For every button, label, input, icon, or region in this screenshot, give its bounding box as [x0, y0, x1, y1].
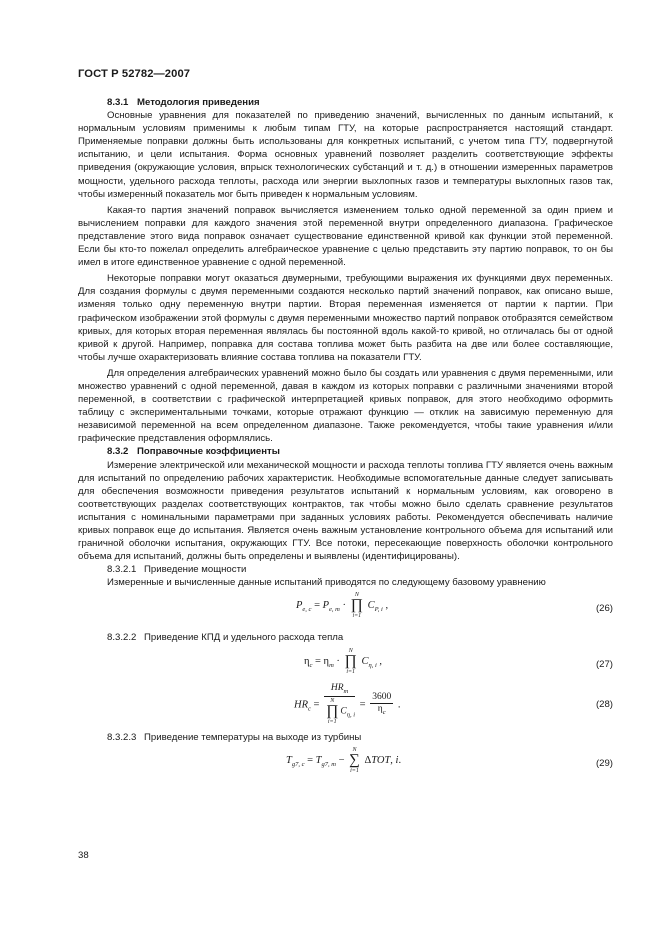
fraction: $HR_m$ N ∏ i=1 $C_{\eta, i}$ — [326, 682, 356, 726]
subsection-heading-8-3-2-1 — [78, 563, 613, 576]
subsection-title: Приведение температуры на выходе из турбины — [144, 731, 362, 743]
equation-expression: $T_{g7, c} = T_{g7, m}$ − N ∑ i=1 ΔTOT, i. — [286, 746, 402, 774]
subsection-title: Приведение мощности — [144, 564, 247, 576]
equation-26 — [78, 591, 613, 623]
fraction: $\frac{3600}{\eta_c}$ — [372, 691, 392, 716]
subsection-number: 8.3.2.3 — [107, 731, 137, 743]
equation-expression: $HR_c$ = $HR_m$ N ∏ i=1 $C_{\eta, i}$ = $\frac{3600}{\eta_c}$ . — [294, 682, 401, 726]
subsection-heading-8-3-2-2 — [78, 631, 613, 644]
product-symbol: N ∏ i=1 — [350, 592, 363, 620]
equation-expression: $P_{e, c} = P_{e, m}$ · N ∏ i=1 $C_{P, i}$ , — [296, 592, 389, 620]
paragraph-2: Какая-то партия значений поправок вычисляется изменением только одной переменной за один прием и вычислением поправки для каждого значения этой переменной внутри определенного диапазона. Графическое представление этого вида поправок означает существование единственной кривой как функции этой переменной. Если бы кто-то пожелал определить алгебраическое уравнение с целью представить эту партию поправок, то он бы имел в итоге единственное уравнение с одной переменной. — [78, 204, 613, 269]
subsection-title: Приведение КПД и удельного расхода тепла — [144, 632, 344, 644]
section-number: 8.3.1 — [107, 97, 129, 108]
product-symbol: N ∏ i=1 — [344, 647, 357, 675]
equation-27 — [78, 647, 613, 679]
equation-number: (29) — [595, 757, 613, 769]
equation-number: (28) — [595, 698, 613, 710]
section-heading-8-3-1 — [78, 96, 613, 109]
section-title: Поправочные коэффициенты — [137, 446, 280, 458]
equation-constant: 3600 — [372, 691, 392, 702]
equation-number: (26) — [595, 603, 613, 615]
subsection-number: 8.3.2.2 — [107, 632, 137, 644]
subsection-heading-8-3-2-3 — [78, 731, 613, 744]
equation-29 — [78, 746, 613, 778]
section-number: 8.3.2 — [107, 446, 129, 458]
paragraph-1: Основные уравнения для показателей по приведению значений, вычисленных по данным испытаний, к нормальным условиям применимы к любым типам ГТУ, на которые распространяется настоящий стандарт. Применяемые поправки должны быть использованы для конкретных испытаний, с учетом типа ГТУ, подвергнутой испытанию, и цели испытания. Форма основных уравнений позволяет разделить соответствующие эффекты приведения (окружающие условия, впрыск технологических субстанций и т. д.) в отношении измеренных параметров мощности, удельного расхода теплоты, расхода или энергии выхлопных газов и температуры выхлопных газов так, чтобы измеренный показатель мог быть приведен к нормальным условиям. — [78, 110, 613, 200]
subsection-number: 8.3.2.1 — [107, 564, 137, 576]
document-header: ГОСТ Р 52782—2007 — [78, 68, 191, 80]
section-heading-8-3-2 — [78, 445, 613, 458]
equation-expression: $\eta_c = \eta_m$ · N ∏ i=1 $C_{\eta, i}$ , — [304, 647, 383, 675]
paragraph-4: Для определения алгебраических уравнений можно было бы создать или уравнения с двумя переменными, или множество уравнений с одной переменной, давая в каждом из которых поправки с различными значениями второй переменной, в соответствии с графической интерпретацией кривых поправок, для этого необходимо оформить таблицу с экспериментальными точками, которые отражают функцию — отклик на зависимую переменную для независимой переменной на всем определенном диапазоне. Также рекомендуется, чтобы такие уравнения и/или графические представления оформлялись. — [78, 367, 613, 445]
paragraph-5: Измерение электрической или механической мощности и расхода теплоты топлива ГТУ является очень важным для испытаний по определению рабочих характеристик. Необходимые вспомогательные данные следует записывать для обеспечения возможности приведения результатов испытаний к нормальным условиям, как оговорено в соответствующих разделах соответствующих контрактов, так чтобы можно было сделать сравнение результатов испытания с номинальными параметрами при заданных условиях работы. Рекомендуется обеспечивать наличие кривых поправок еще до испытания. Является очень важным установление контрольного объема для испытаний или граничной оболочки испытания, окружающих ГТУ. Все потоки, пересекающие поверхность оболочки контрольного объема для испытаний, должны быть определены и выявлены (идентифицированы). — [78, 459, 613, 563]
equation-28 — [78, 682, 613, 726]
equation-number: (27) — [595, 658, 613, 670]
summation-symbol: N ∑ i=1 — [349, 746, 360, 774]
paragraph-3: Некоторые поправки могут оказаться двумерными, требующими выражения их функциями двух переменных. Для создания формулы с двумя переменными создаются несколько партий значений поправок, как описано выше, изменяя только одну переменную внутри партии. Вторая переменная изменяется от партии к партии. При графическом изображении этой формулы с двумя переменными множество партий поправок отобразятся семейством кривых, для которых вторая переменная являлась бы постоянной вдоль какой-то кривой, но отличалась бы от одной кривой к другой. Например, поправка для состава топлива может быть разбита на две или более составляющие, чтобы лучше охарактеризовать влияние состава топлива на показатели ГТУ. — [78, 273, 613, 363]
paragraph-6: Измеренные и вычисленные данные испытаний приводятся по следующему базовому уравнению — [107, 577, 546, 589]
document-body — [78, 96, 613, 782]
page-number: 38 — [78, 850, 89, 861]
section-title: Методология приведения — [137, 97, 260, 108]
